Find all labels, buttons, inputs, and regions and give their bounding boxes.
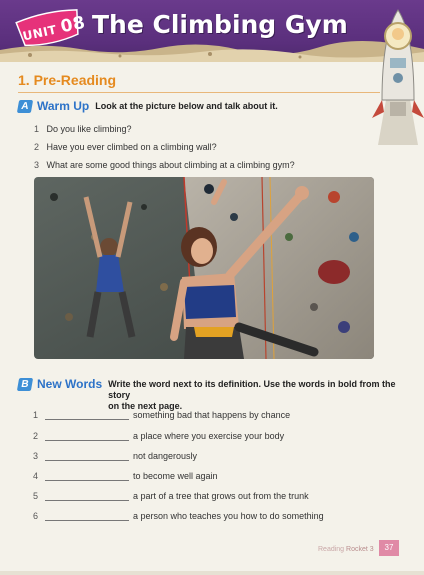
new-words-heading	[18, 377, 408, 412]
new-words-instruction-line1: Write the word next to its definition. Use the words in bold from the story	[108, 379, 396, 400]
answer-blank[interactable]	[45, 431, 129, 441]
question-text: Do you like climbing?	[46, 124, 132, 134]
section-title: 1. Pre-Reading	[18, 72, 117, 88]
answer-blank[interactable]	[45, 410, 129, 420]
definition-text: not dangerously	[133, 451, 198, 461]
warm-up-instruction: Look at the picture below and talk about it.	[95, 101, 278, 111]
definition-text: to become well again	[133, 471, 218, 481]
answer-blank[interactable]	[45, 451, 129, 461]
definition-number: 3	[33, 451, 39, 461]
new-words-instruction-line2: on the next page.	[108, 401, 183, 411]
definition-row	[33, 451, 197, 461]
definition-row	[33, 410, 290, 420]
definition-number: 5	[33, 491, 39, 501]
footer-book-word1: Reading	[318, 546, 345, 553]
unit-number: 08	[58, 12, 88, 38]
page-number: 37	[379, 540, 399, 556]
answer-blank[interactable]	[45, 491, 129, 501]
footer-book-title	[318, 546, 374, 553]
page-title: The Climbing Gym	[92, 10, 348, 39]
footer-book-word2: Rocket 3	[346, 546, 374, 553]
question-item	[34, 142, 217, 152]
warm-up-heading	[18, 99, 278, 113]
answer-blank[interactable]	[45, 511, 129, 521]
definition-text: a person who teaches you how to do something	[133, 511, 324, 521]
rocket-illustration	[368, 0, 424, 145]
question-text: What are some good things about climbing at a climbing gym?	[46, 160, 295, 170]
header-banner	[0, 0, 424, 62]
definition-row	[33, 511, 324, 521]
warm-up-title: Warm Up	[37, 99, 90, 113]
answer-blank[interactable]	[45, 471, 129, 481]
new-words-instruction	[108, 379, 408, 412]
question-number: 1	[34, 124, 40, 134]
question-text: Have you ever climbed on a climbing wall?	[46, 142, 217, 152]
definition-row	[33, 431, 284, 441]
definition-number: 6	[33, 511, 39, 521]
warm-up-letter-badge: A	[17, 100, 33, 113]
question-number: 2	[34, 142, 40, 152]
climbing-photo	[34, 177, 374, 359]
page-bottom-edge	[0, 571, 424, 575]
question-item	[34, 160, 295, 170]
definition-text: a part of a tree that grows out from the trunk	[133, 491, 309, 501]
unit-label: UNIT	[21, 22, 59, 44]
new-words-title: New Words	[37, 377, 103, 391]
section-divider	[18, 92, 380, 93]
definition-number: 1	[33, 410, 39, 420]
definition-text: something bad that happens by chance	[133, 410, 291, 420]
question-number: 3	[34, 160, 40, 170]
definition-row	[33, 491, 309, 501]
new-words-letter-badge: B	[17, 378, 33, 391]
definition-text: a place where you exercise your body	[133, 431, 285, 441]
definition-number: 4	[33, 471, 39, 481]
question-item	[34, 124, 132, 134]
definition-number: 2	[33, 431, 39, 441]
definition-row	[33, 471, 218, 481]
